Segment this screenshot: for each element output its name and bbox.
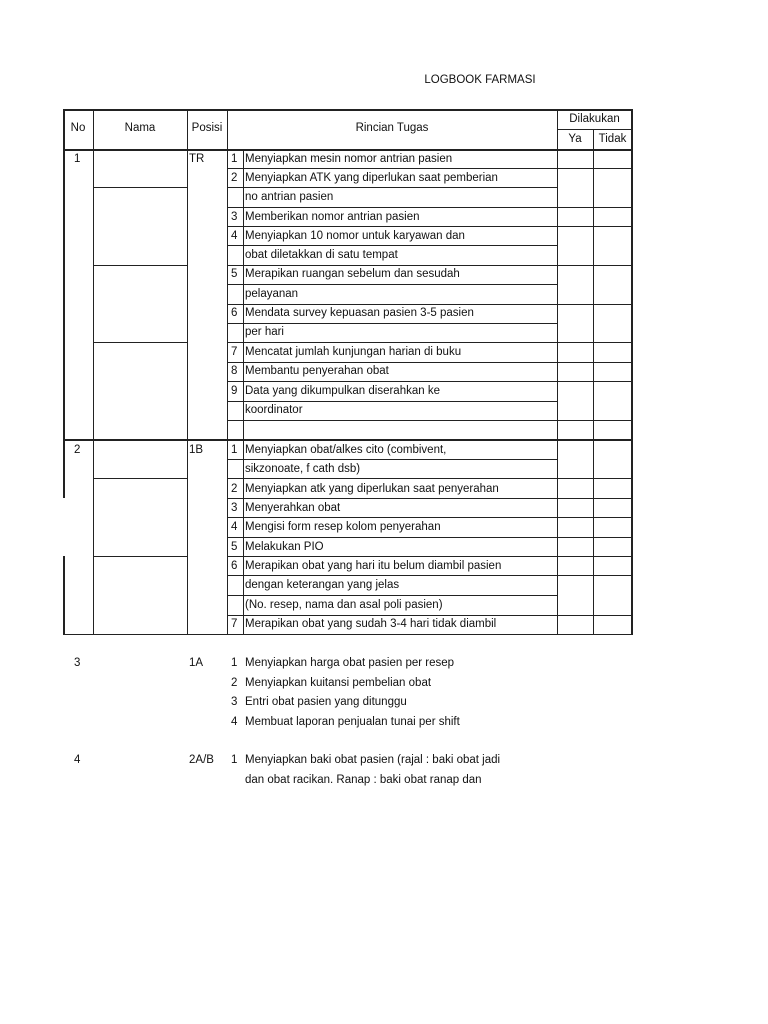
s2-t7-num: 7	[231, 618, 238, 630]
table-top-border	[63, 109, 632, 111]
s1-t5-l1: Merapikan ruangan sebelum dan sesudah	[245, 268, 460, 280]
section-separator	[63, 439, 632, 441]
s1-t3-l1: Memberikan nomor antrian pasien	[245, 211, 420, 223]
grid-line	[227, 537, 632, 538]
grid-line	[227, 615, 632, 616]
s3-t3-l1: Entri obat pasien yang ditunggu	[245, 696, 407, 708]
grid-line	[227, 109, 228, 635]
s4-t1-l1: Menyiapkan baki obat pasien (rajal : baki obat jadi	[245, 754, 501, 766]
header-rincian-tugas: Rincian Tugas	[355, 122, 429, 134]
s2-t6-l2: dengan keterangan yang jelas	[245, 579, 400, 591]
s2-t6-l1: Merapikan obat yang hari itu belum diambil pasien	[245, 560, 502, 572]
grid-line	[227, 265, 632, 266]
s1-t7-num: 7	[231, 346, 238, 358]
row-2-no: 2	[74, 444, 81, 456]
s1-t1-num: 1	[231, 153, 238, 165]
grid-line	[227, 187, 557, 188]
row-3-no: 3	[74, 657, 81, 669]
s3-t4-num: 4	[231, 716, 238, 728]
header-no: No	[70, 122, 86, 134]
grid-line	[93, 109, 94, 635]
s2-t7-l1: Merapikan obat yang sudah 3-4 hari tidak diambil	[245, 618, 497, 630]
s1-t8-num: 8	[231, 365, 238, 377]
row-4-no: 4	[74, 754, 81, 766]
s1-t4-num: 4	[231, 230, 238, 242]
grid-line	[227, 478, 632, 479]
s1-t4-l2: obat diletakkan di satu tempat	[245, 249, 398, 261]
grid-line	[227, 459, 557, 460]
grid-line	[93, 478, 187, 479]
s2-t1-l1: Menyiapkan obat/alkes cito (combivent,	[245, 444, 447, 456]
s1-t6-num: 6	[231, 307, 238, 319]
s1-t7-l1: Mencatat jumlah kunjungan harian di buku	[245, 346, 462, 358]
s2-t4-num: 4	[231, 521, 238, 533]
grid-line	[93, 265, 187, 266]
document-title: LOGBOOK FARMASI	[424, 74, 536, 86]
s1-t4-l1: Menyiapkan 10 nomor untuk karyawan dan	[245, 230, 465, 242]
s4-t1-num: 1	[231, 754, 238, 766]
grid-line	[93, 342, 187, 343]
s1-t9-l1: Data yang dikumpulkan diserahkan ke	[245, 385, 440, 397]
grid-line	[593, 129, 594, 635]
s2-t4-l1: Mengisi form resep kolom penyerahan	[245, 521, 441, 533]
header-ya: Ya	[568, 133, 582, 145]
grid-line	[227, 556, 632, 557]
s1-t5-num: 5	[231, 268, 238, 280]
header-posisi: Posisi	[191, 122, 223, 134]
grid-line	[187, 109, 188, 635]
s2-t1-num: 1	[231, 444, 238, 456]
s1-t2-l1: Menyiapkan ATK yang diperlukan saat pemberian	[245, 172, 498, 184]
grid-line	[227, 401, 557, 402]
grid-line	[227, 226, 632, 227]
table-bottom-border	[63, 634, 632, 635]
grid-line	[227, 168, 632, 169]
row-3-posisi: 1A	[189, 657, 204, 669]
s3-t2-l1: Menyiapkan kuitansi pembelian obat	[245, 677, 432, 689]
header-tidak: Tidak	[598, 133, 627, 145]
s1-t2-num: 2	[231, 172, 238, 184]
s1-t3-num: 3	[231, 211, 238, 223]
s2-t2-l1: Menyiapkan atk yang diperlukan saat penyerahan	[245, 483, 499, 495]
grid-line	[227, 420, 632, 421]
header-bottom-border	[63, 149, 632, 151]
grid-line	[227, 595, 557, 596]
s2-t6-num: 6	[231, 560, 238, 572]
table-left-border	[63, 556, 65, 635]
s3-t3-num: 3	[231, 696, 238, 708]
header-dilakukan: Dilakukan	[569, 113, 620, 125]
grid-line	[227, 323, 557, 324]
grid-line	[227, 284, 557, 285]
s2-t1-l2: sikzonoate, f cath dsb)	[245, 463, 361, 475]
s1-t1-l1: Menyiapkan mesin nomor antrian pasien	[245, 153, 453, 165]
grid-line	[227, 245, 557, 246]
table-left-border	[63, 109, 65, 498]
grid-line	[93, 187, 187, 188]
s2-t3-l1: Menyerahkan obat	[245, 502, 341, 514]
s2-t5-num: 5	[231, 541, 238, 553]
s3-t1-num: 1	[231, 657, 238, 669]
grid-line	[557, 129, 632, 130]
row-4-posisi: 2A/B	[189, 754, 214, 766]
s3-t4-l1: Membuat laporan penjualan tunai per shift	[245, 716, 460, 728]
s1-t9-num: 9	[231, 385, 238, 397]
s4-t1-l2: dan obat racikan. Ranap : baki obat ranap dan	[245, 774, 482, 786]
s1-t9-l2: koordinator	[245, 404, 303, 416]
row-2-posisi: 1B	[189, 444, 204, 456]
s1-t6-l2: per hari	[245, 326, 284, 338]
grid-line	[243, 149, 244, 635]
grid-line	[227, 342, 632, 343]
table-right-border	[631, 109, 633, 635]
s2-t5-l1: Melakukan PIO	[245, 541, 324, 553]
grid-line	[227, 381, 632, 382]
s3-t2-num: 2	[231, 677, 238, 689]
s2-t2-num: 2	[231, 483, 238, 495]
s2-t6-l3: (No. resep, nama dan asal poli pasien)	[245, 599, 443, 611]
row-1-no: 1	[74, 153, 81, 165]
grid-line	[227, 304, 632, 305]
row-1-posisi: TR	[189, 153, 205, 165]
grid-line	[227, 207, 632, 208]
header-nama: Nama	[124, 122, 156, 134]
grid-line	[227, 498, 632, 499]
grid-line	[93, 556, 187, 557]
s2-t3-num: 3	[231, 502, 238, 514]
grid-line	[227, 575, 632, 576]
grid-line	[227, 362, 632, 363]
s3-t1-l1: Menyiapkan harga obat pasien per resep	[245, 657, 455, 669]
grid-line	[227, 517, 632, 518]
grid-line	[557, 109, 558, 635]
s1-t5-l2: pelayanan	[245, 288, 299, 300]
s1-t8-l1: Membantu penyerahan obat	[245, 365, 389, 377]
s1-t6-l1: Mendata survey kepuasan pasien 3-5 pasien	[245, 307, 474, 319]
s1-t2-l2: no antrian pasien	[245, 191, 334, 203]
